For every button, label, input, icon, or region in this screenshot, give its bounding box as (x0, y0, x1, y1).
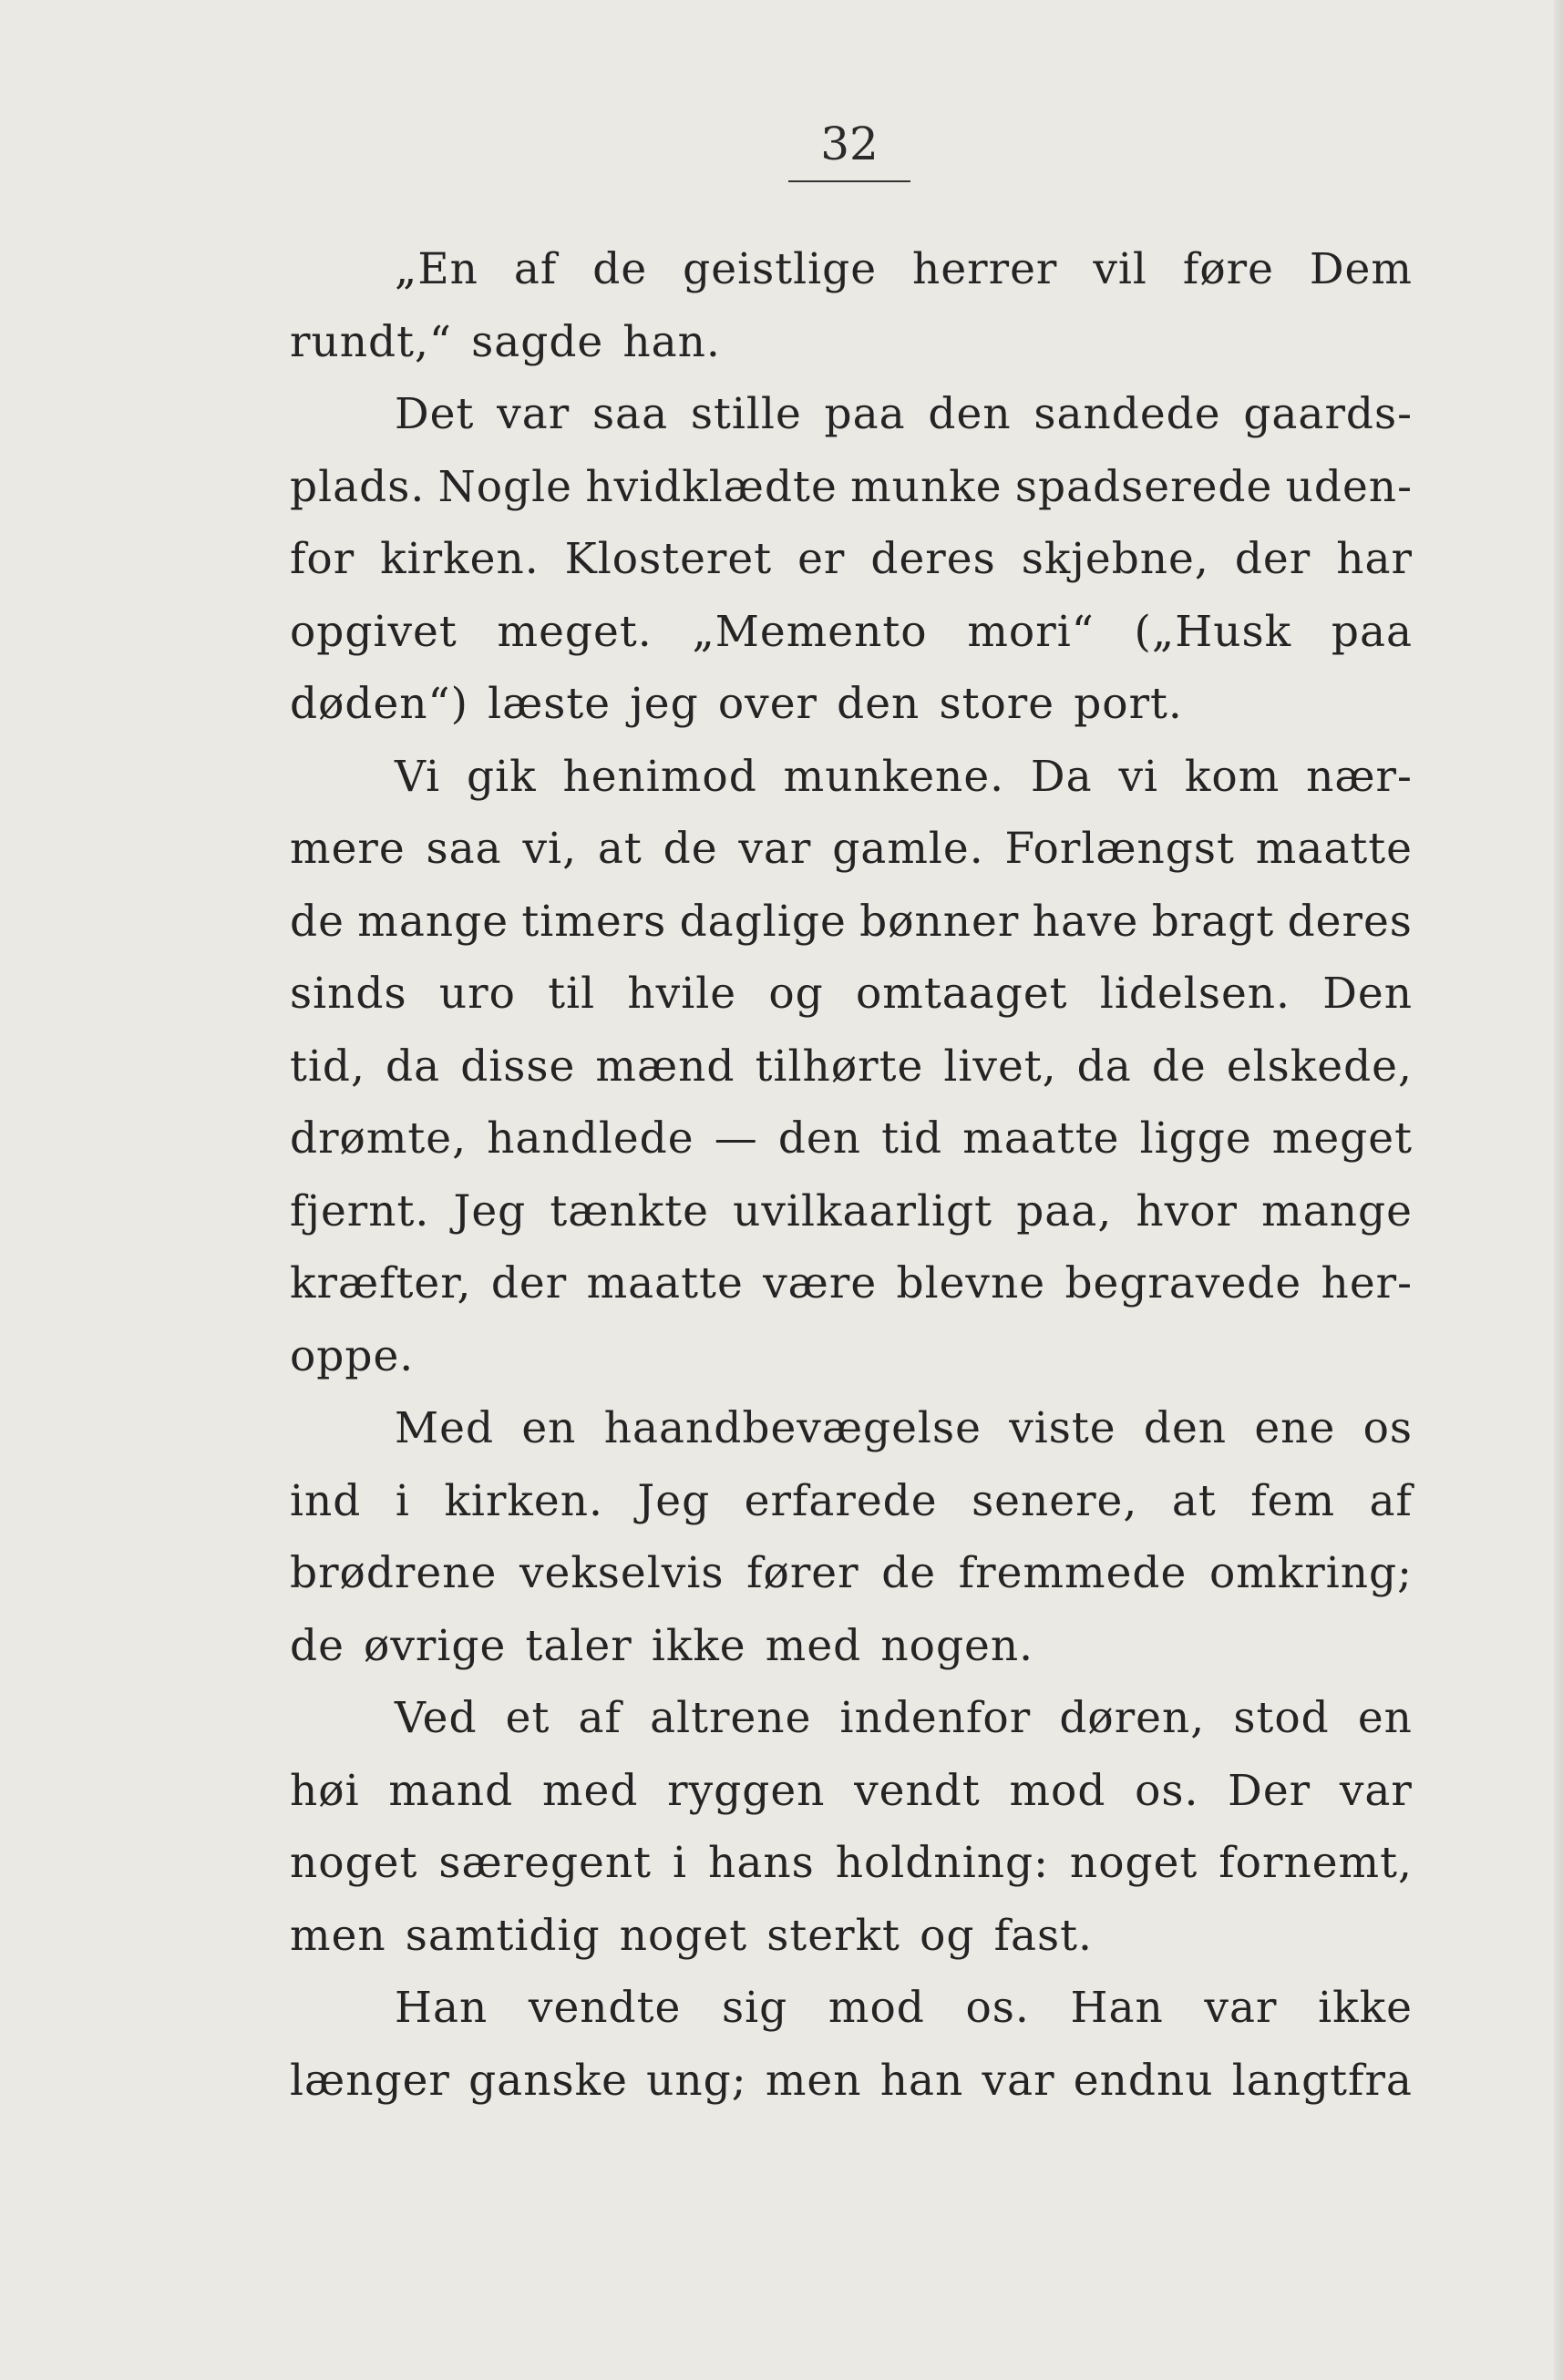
text-line (290, 1103, 1413, 1175)
text-line (290, 886, 1413, 959)
word: Ved (395, 1693, 478, 1743)
text-line (290, 451, 1413, 524)
word: fem (1250, 1475, 1336, 1526)
word: omkring; (1208, 1548, 1413, 1598)
word: en (521, 1403, 577, 1453)
word: Dem (1309, 244, 1413, 294)
word: høi (290, 1765, 360, 1816)
word: mange (357, 896, 509, 947)
word: de (592, 244, 648, 294)
word: gik (467, 751, 537, 802)
word: føre (1182, 244, 1274, 294)
text-line (290, 1755, 1413, 1828)
word: uden- (1285, 461, 1413, 512)
word: at (597, 824, 643, 874)
word: de (881, 1548, 937, 1598)
word: „Memento (692, 606, 928, 657)
word: deres (1287, 896, 1413, 947)
text-line (290, 1972, 1413, 2045)
word: elskede, (1226, 1041, 1413, 1092)
word: gaards- (1243, 389, 1413, 439)
word: de (1151, 1041, 1207, 1092)
word: nogen. (880, 1620, 1034, 1671)
word: daglige (679, 896, 847, 947)
word: brødrene (290, 1548, 498, 1598)
word: vil (1093, 244, 1147, 294)
word: var (982, 2055, 1055, 2106)
text-line (290, 596, 1413, 669)
word: af (513, 244, 558, 294)
word: var (1339, 1765, 1413, 1816)
word: hvile (627, 969, 737, 1019)
word: noget (290, 1838, 418, 1888)
word: Han (1070, 1983, 1164, 2033)
text-line (290, 1827, 1413, 1900)
word: „En (395, 244, 478, 294)
word: fører (746, 1548, 859, 1598)
text-line (290, 1537, 1413, 1610)
text-line (290, 378, 1413, 451)
word: deres (870, 534, 996, 584)
word: da (386, 1041, 441, 1092)
word: stille (690, 389, 802, 439)
word: Det (395, 389, 475, 439)
word: kirken. (380, 534, 540, 584)
text-line (290, 1900, 1413, 1973)
word: uvilkaarligt (733, 1185, 993, 1236)
word: taler (525, 1620, 632, 1671)
word: tilhørte (755, 1041, 924, 1092)
word: vendte (528, 1983, 682, 2033)
word: stod (1233, 1693, 1330, 1743)
word: de (290, 1620, 344, 1671)
text-line (290, 668, 1413, 741)
word: erfarede (744, 1475, 938, 1526)
word: over (717, 679, 817, 729)
word: bønner (859, 896, 1020, 947)
word: ung; (646, 2055, 747, 2106)
word: var (1204, 1983, 1278, 2033)
word: senere, (972, 1475, 1138, 1526)
word: tænkte (550, 1185, 709, 1236)
word: have (1032, 896, 1139, 947)
word: den (928, 389, 1012, 439)
word: vekselvis (519, 1548, 725, 1598)
word: drømte, (290, 1113, 468, 1164)
word: haandbevægelse (603, 1403, 982, 1453)
word: os. (1135, 1765, 1199, 1816)
word: paa (1331, 606, 1413, 657)
word: noget (619, 1910, 748, 1961)
word: læste (488, 679, 612, 729)
word: særegent (438, 1838, 652, 1888)
word: os (1362, 1403, 1413, 1453)
text-line (290, 1392, 1413, 1465)
word: munkene. (783, 751, 1005, 802)
text-line (290, 813, 1413, 886)
word: til (548, 969, 596, 1019)
word: gamle. (832, 824, 984, 874)
page-number: 32 (820, 118, 879, 170)
word: ganske (468, 2055, 628, 2106)
word: mand (388, 1765, 514, 1816)
word: de (663, 824, 718, 874)
word: os. (965, 1983, 1030, 2033)
word: mænd (595, 1041, 735, 1092)
word: sagde (471, 316, 604, 367)
word: han. (622, 316, 721, 367)
text-line (290, 1175, 1413, 1248)
word: hvor (1136, 1185, 1239, 1236)
word: længer (290, 2055, 450, 2106)
word: Jeg (637, 1475, 711, 1526)
word: viste (1009, 1403, 1116, 1453)
word: og (920, 1910, 975, 1961)
word: ikke (651, 1620, 746, 1671)
word: disse (460, 1041, 576, 1092)
word: i (395, 1475, 410, 1526)
word: vi (1118, 751, 1159, 802)
word: kom (1184, 751, 1280, 802)
text-line (290, 1610, 1413, 1683)
text-line (290, 1247, 1413, 1320)
text-line (290, 1465, 1413, 1538)
word: langtfra (1231, 2055, 1413, 2106)
word: noget (1069, 1838, 1198, 1888)
word: livet, (943, 1041, 1057, 1092)
word: saa (591, 389, 669, 439)
word: opgivet (290, 606, 458, 657)
word: men (290, 1910, 386, 1961)
word: hvidklædte (585, 461, 838, 512)
word: tid (881, 1113, 943, 1164)
word: mori“ (967, 606, 1095, 657)
word: ind (290, 1475, 362, 1526)
word: et (505, 1693, 550, 1743)
word: Klosteret (564, 534, 773, 584)
word: mod (828, 1983, 925, 2033)
word: geistlige (683, 244, 878, 294)
word: port. (1074, 679, 1183, 729)
word: maatte (586, 1258, 744, 1308)
text-line (290, 1682, 1413, 1755)
word: ryggen (667, 1765, 826, 1816)
word: ligge (1139, 1113, 1252, 1164)
word: var (497, 389, 571, 439)
word: døden“) (290, 679, 468, 729)
text-line (290, 306, 1413, 379)
word: han (879, 2055, 964, 2106)
page-edge (1554, 0, 1563, 2380)
body-text (290, 233, 1413, 2117)
word: altrene (650, 1693, 812, 1743)
word: ikke (1318, 1983, 1413, 2033)
word: men (765, 2055, 862, 2106)
text-line (290, 1031, 1413, 1103)
word: („Husk (1134, 606, 1292, 657)
word: øvrige (364, 1620, 507, 1671)
word: tid, (290, 1041, 365, 1092)
page-number-rule (788, 180, 910, 182)
word: — (714, 1113, 758, 1164)
word: i (673, 1838, 688, 1888)
word: Jeg (453, 1185, 527, 1236)
word: sterkt (766, 1910, 900, 1961)
word: timers (521, 896, 667, 947)
word: paa, (1016, 1185, 1113, 1236)
word: Da (1030, 751, 1093, 802)
word: lidelsen. (1099, 969, 1291, 1019)
word: fast. (993, 1910, 1093, 1961)
word: jeg (630, 679, 699, 729)
word: bragt (1151, 896, 1275, 947)
word: endnu (1073, 2055, 1214, 2106)
word: mange (1261, 1185, 1413, 1236)
word: sinds (290, 969, 407, 1019)
word: indenfor (839, 1693, 1032, 1743)
text-line (290, 523, 1413, 596)
word: skjebne, (1021, 534, 1209, 584)
word: fornemt, (1219, 1838, 1413, 1888)
word: henimod (562, 751, 757, 802)
word: samtidig (405, 1910, 601, 1961)
word: uro (438, 969, 516, 1019)
word: Vi (395, 751, 441, 802)
word: sig (722, 1983, 788, 2033)
word: vendt (854, 1765, 981, 1816)
word: fjernt. (290, 1185, 430, 1236)
word: handlede (487, 1113, 694, 1164)
word: Der (1228, 1765, 1311, 1816)
word: spadserede (1014, 461, 1273, 512)
word: kirken. (444, 1475, 603, 1526)
word: hans (708, 1838, 815, 1888)
text-line (290, 958, 1413, 1031)
word: begravede (1064, 1258, 1302, 1308)
word: er (797, 534, 846, 584)
word: de (290, 896, 344, 947)
word: vi, (522, 824, 578, 874)
text-line (290, 2045, 1413, 2118)
word: var (738, 824, 812, 874)
word: fremmede (958, 1548, 1188, 1598)
word: da (1076, 1041, 1132, 1092)
word: for (290, 534, 355, 584)
word: der (1234, 534, 1311, 584)
word: ene (1254, 1403, 1336, 1453)
word: store (939, 679, 1055, 729)
word: munke (850, 461, 1003, 512)
word: kræfter, (290, 1258, 472, 1308)
word: mod (1009, 1765, 1106, 1816)
word: blevne (896, 1258, 1046, 1308)
word: der (490, 1258, 568, 1308)
word: sandede (1033, 389, 1221, 439)
word: den (1143, 1403, 1228, 1453)
word: meget (1271, 1113, 1413, 1164)
word: holdning: (835, 1838, 1049, 1888)
word: med (765, 1620, 862, 1671)
word: den (837, 679, 920, 729)
word: plads. (290, 461, 426, 512)
word: den (777, 1113, 862, 1164)
word: nær- (1306, 751, 1413, 802)
word: af (1369, 1475, 1413, 1526)
word: herrer (912, 244, 1058, 294)
word: være (763, 1258, 878, 1308)
word: maatte (1255, 824, 1413, 874)
word: har (1336, 534, 1413, 584)
word: Han (395, 1983, 488, 2033)
word: omtaaget (855, 969, 1068, 1019)
text-line (290, 1320, 1413, 1393)
word: og (768, 969, 824, 1019)
text-line (290, 741, 1413, 814)
word: Med (395, 1403, 495, 1453)
word: oppe. (290, 1330, 415, 1381)
word: Nogle (437, 461, 572, 512)
word: her- (1321, 1258, 1413, 1308)
word: Den (1322, 969, 1413, 1019)
word: af (578, 1693, 622, 1743)
word: Forlængst (1004, 824, 1235, 874)
text-line (290, 233, 1413, 306)
word: rundt,“ (290, 316, 452, 367)
word: mere (290, 824, 406, 874)
word: en (1357, 1693, 1413, 1743)
word: at (1171, 1475, 1217, 1526)
word: maatte (962, 1113, 1120, 1164)
word: med (541, 1765, 639, 1816)
word: saa (426, 824, 502, 874)
word: paa (824, 389, 906, 439)
word: meget. (497, 606, 653, 657)
word: døren, (1059, 1693, 1206, 1743)
